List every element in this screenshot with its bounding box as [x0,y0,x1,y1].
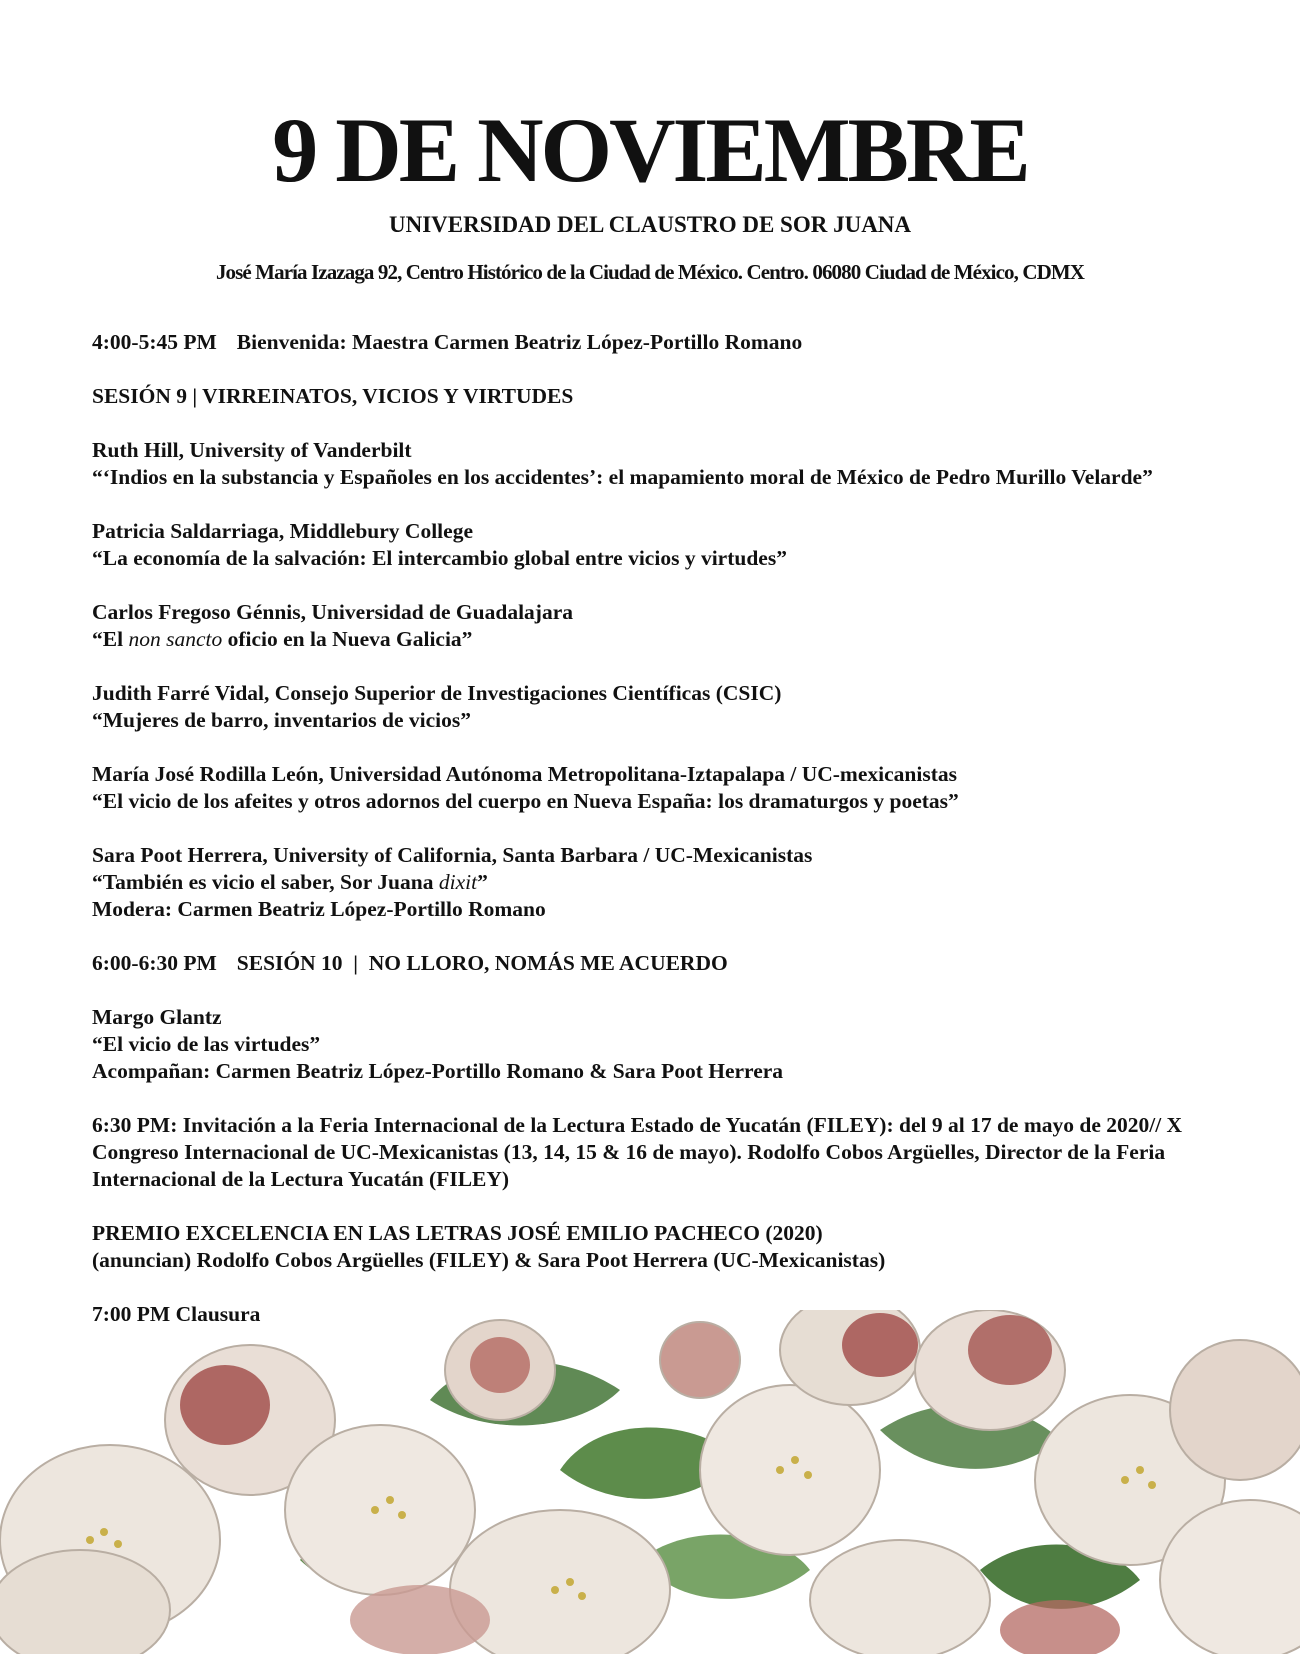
talk-item [92,761,1212,815]
talk-speaker: Patricia Saldarriaga, Middlebury College [92,519,473,543]
talk-title-start: “El [92,627,129,651]
session-10-heading-block [92,950,1212,977]
welcome-time: 4:00-5:45 PM [92,330,217,354]
talk-item [92,518,1212,572]
talk-item [92,437,1212,491]
talk-item [92,599,1212,653]
talk-speaker: Carlos Fregoso Génnis, Universidad de Guadalajara [92,600,573,624]
venue-address: José María Izazaga 92, Centro Histórico de la Ciudad de México. Centro. 06080 Ciudad de México, CDMX [215,260,1085,284]
talk-title-end: ” [477,870,488,894]
event-date-title: 9 DE NOVIEMBRE [272,99,1028,201]
floral-illustration [0,1310,1300,1654]
program-list [92,329,1212,1355]
talk-title-end: oficio en la Nueva Galicia” [222,627,473,651]
session-10-title: SESIÓN 10 | NO LLORO, NOMÁS ME ACUERDO [236,951,728,975]
welcome-text: Bienvenida: Maestra Carmen Beatriz López-Portillo Romano [236,330,803,354]
talk-title: “El vicio de las virtudes” [92,1032,321,1056]
talk-speaker: Sara Poot Herrera, University of California, Santa Barbara / UC-Mexicanistas [92,843,813,867]
talk-title: “Mujeres de barro, inventarios de vicios” [92,708,472,732]
talk-speaker: Judith Farré Vidal, Consejo Superior de Investigaciones Científicas (CSIC) [92,681,782,705]
session-10-talk [92,1004,1212,1085]
talk-title-italic: dixit [438,870,478,894]
talk-title [92,626,1212,653]
invitation-text: 6:30 PM: Invitación a la Feria Internacional de la Lectura Estado de Yucatán (FILEY): del 9 al 17 de mayo de 2020// X Congreso Internacional de UC-Mexicanistas (13, 14, 15 & 16 de mayo). Rodolfo Cobos Argüelles, Director de la Feria Internacional de la Lectura Yucatán (FILEY) [92,1113,1183,1191]
award-announcers: (anuncian) Rodolfo Cobos Argüelles (FILEY) & Sara Poot Herrera (UC-Mexicanistas) [92,1248,886,1272]
talk-title: “La economía de la salvación: El intercambio global entre vicios y virtudes” [92,546,787,570]
welcome-block [92,329,1212,356]
talk-speaker: Margo Glantz [92,1005,222,1029]
invitation-block [92,1112,1212,1193]
award-title: PREMIO EXCELENCIA EN LAS LETRAS JOSÉ EMILIO PACHECO (2020) [92,1221,823,1245]
award-block [92,1220,1212,1274]
talk-title [92,869,1212,896]
talk-title: “‘Indios en la substancia y Españoles en los accidentes’: el mapamiento moral de México de Pedro Murillo Velarde” [92,465,1153,489]
talk-speaker: María José Rodilla León, Universidad Autónoma Metropolitana-Iztapalapa / UC-mexicanistas [92,762,957,786]
welcome-line [92,329,1212,356]
venue-name: UNIVERSIDAD DEL CLAUSTRO DE SOR JUANA [388,212,912,237]
session-9-heading-block [92,383,1212,410]
talk-item [92,680,1212,734]
talk-title-start: “También es vicio el saber, Sor Juana [92,870,439,894]
session-9-title: SESIÓN 9 | VIRREINATOS, VICIOS Y VIRTUDES [92,384,574,408]
session-10-heading [92,950,1212,977]
talk-title-italic: non sancto [128,627,223,651]
talk-speaker: Ruth Hill, University of Vanderbilt [92,438,412,462]
session-10-companions: Acompañan: Carmen Beatriz López-Portillo Romano & Sara Poot Herrera [92,1059,784,1083]
closing-text: 7:00 PM Clausura [92,1302,261,1326]
talk-item [92,842,1212,923]
session-10-time: 6:00-6:30 PM [92,951,217,975]
talk-title: “El vicio de los afeites y otros adornos del cuerpo en Nueva España: los dramaturgos y poetas” [92,789,959,813]
session-9-moderator: Modera: Carmen Beatriz López-Portillo Romano [92,897,546,921]
